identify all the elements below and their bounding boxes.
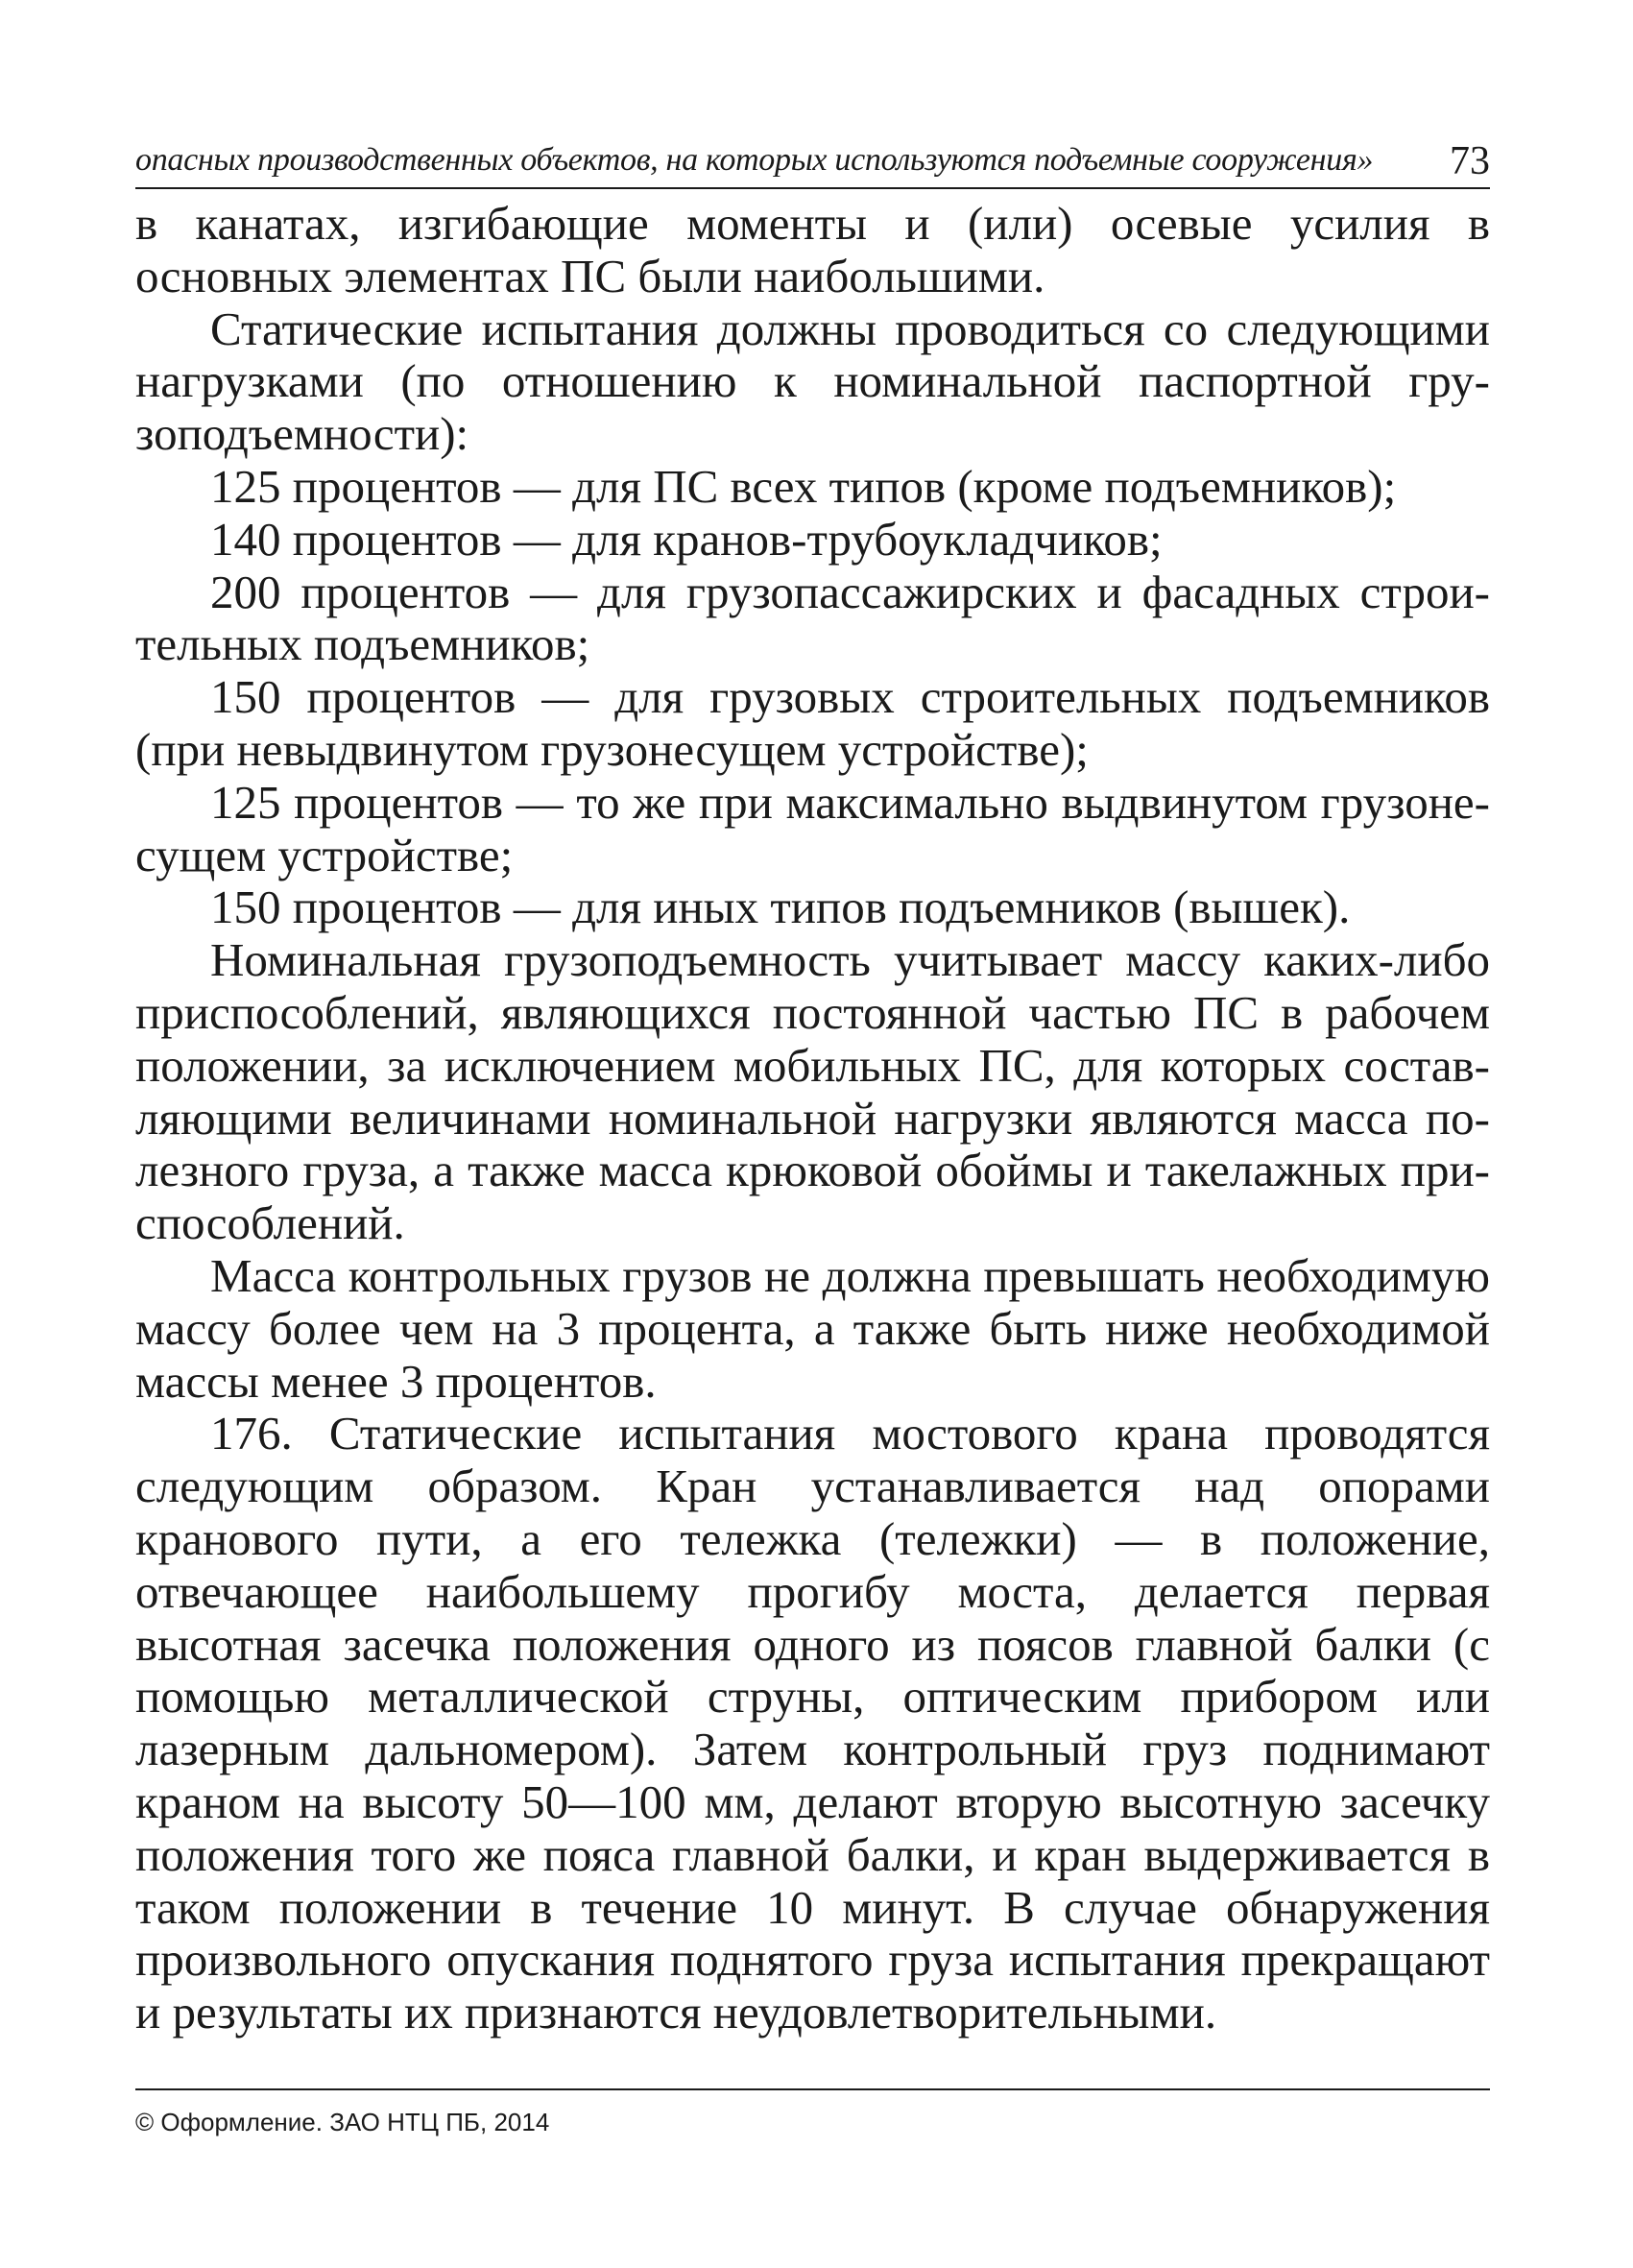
page-number: 73 xyxy=(1450,139,1490,183)
list-item-140-pipelayers: 140 процентов — для кранов-трубоукладчиков; xyxy=(210,512,1163,566)
paragraph-continuation: в канатах, изгибающие моменты и (или) осевые усилия в основных элементах ПС были наибольшими. xyxy=(135,197,1490,302)
list-item-125-extended: 125 процентов — то же при максимально выдвинутом грузонесущем устройстве; xyxy=(135,775,1490,881)
list-item-200-passenger-lifts: 200 процентов — для грузопассажирских и фасадных строительных подъемников; xyxy=(135,565,1490,671)
paragraph-nominal-capacity: Номинальная грузоподъемность учитывает массу каких-либо приспособлений, являющихся постоянной частью ПС в рабочем положении, за исключением мобильных ПС, для которых составляющими величинами номинальной нагрузки являются масса полезного груза, а также масса крюковой обоймы и такелажных приспособлений. xyxy=(135,933,1490,1250)
list-item-150-other-lifts: 150 процентов — для иных типов подъемников (вышек). xyxy=(210,881,1351,934)
list-item-125-all-types: 125 процентов — для ПС всех типов (кроме подъемников); xyxy=(210,459,1397,513)
list-item-150-cargo-lifts: 150 процентов — для грузовых строительных подъемников (при невыдвинутом грузонесущем устройстве); xyxy=(135,670,1490,776)
footer-rule xyxy=(135,2088,1490,2090)
header-rule xyxy=(135,187,1490,189)
footer-copyright: © Оформление. ЗАО НТЦ ПБ, 2014 xyxy=(135,2108,550,2136)
paragraph-static-tests-intro: Статические испытания должны проводиться со следующими нагрузками (по отношению к номинальной паспортной грузоподъемности): xyxy=(135,302,1490,461)
paragraph-control-loads: Масса контрольных грузов не должна превышать необходимую массу более чем на 3 процента, а также быть ниже необходимой массы менее 3 процентов. xyxy=(135,1248,1490,1408)
paragraph-item-176: 176. Статические испытания мостового крана проводятся следующим образом. Кран устанавливается над опорами кранового пути, а его тележка (тележки) — в положение, отвечающее наибольшему прогибу моста, делается первая высотная засечка положения одного из поясов главной балки (с помощью металлической струны, оптическим прибором или лазерным дальномером). Затем контрольный груз поднимают краном на высоту 50—100 мм, делают вторую высотную засечку положения того же пояса главной балки, и кран выдерживается в таком положении в течение 10 минут. В случае обнаружения произвольного опускания поднятого груза испытания прекращают и результаты их признаются неудовлетворительными. xyxy=(135,1407,1490,2039)
body-text xyxy=(135,198,1490,2039)
running-title: опасных производственных объектов, на которых используются подъемные сооружения» xyxy=(135,142,1374,178)
running-header xyxy=(135,134,1490,188)
